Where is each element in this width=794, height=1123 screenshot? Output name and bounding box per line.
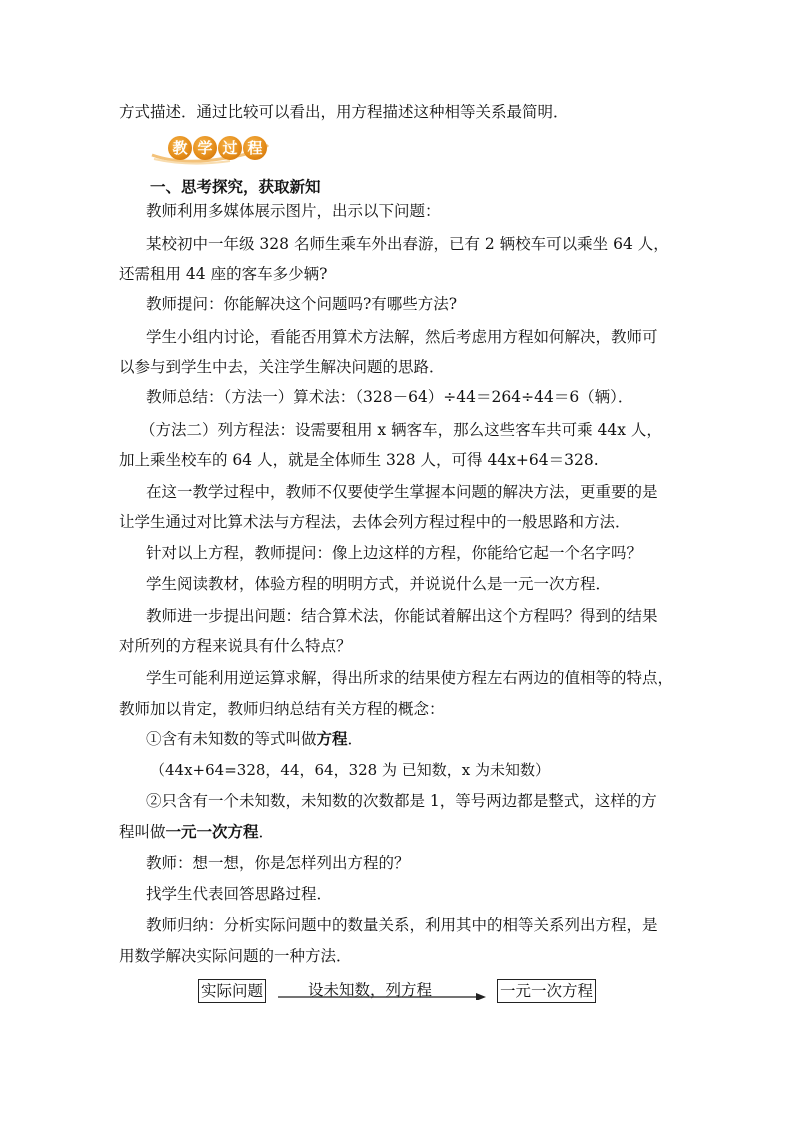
text-line: 教师加以肯定，教师归纳总结有关方程的概念： — [119, 700, 445, 718]
text-line: （方法二）列方程法：设需要租用 x 辆客车，那么这些客车共可乘 44x 人， — [140, 421, 662, 439]
term-linear-equation: 一元一次方程 — [165, 822, 259, 841]
text-line: 以参与到学生中去，关注学生解决问题的思路． — [119, 358, 445, 376]
section-heading: 一、思考探究，获取新知 — [150, 177, 321, 196]
text-line: 加上乘坐校车的 64 人，就是全体师生 328 人，可得 44x+64＝328. — [119, 451, 599, 469]
banner-char: 学 — [193, 136, 217, 160]
flow-diagram — [0, 976, 794, 1006]
text-line: 学生可能利用逆运算求解，得出所求的结果使方程左右两边的值相等的特点， — [146, 669, 674, 687]
text-line: 方式描述．通过比较可以看出，用方程描述这种相等关系最简明． — [119, 103, 569, 121]
definition-text: 程叫做 — [119, 823, 166, 841]
text-line: 学生小组内讨论，看能否用算术方法解，然后考虑用方程如何解决，教师可 — [146, 328, 658, 346]
text-line: 针对以上方程，教师提问：像上边这样的方程，你能给它起一个名字吗？ — [146, 544, 643, 562]
punctuation: ． — [258, 823, 275, 841]
text-line: 教师总结：（方法一）算术法：（328－64）÷44＝264÷44＝6（辆）． — [146, 388, 634, 406]
term-equation: 方程 — [316, 729, 348, 748]
teaching-process-banner — [150, 133, 270, 165]
text-line: 让学生通过对比算术法与方程法，去体会列方程过程中的一般思路和方法． — [119, 513, 631, 531]
text-line: 某校初中一年级 328 名师生乘车外出春游，已有 2 辆校车可以乘坐 64 人， — [146, 235, 669, 253]
text-line: 对所列的方程来说具有什么特点？ — [119, 637, 352, 655]
banner-char: 程 — [243, 136, 267, 160]
definition-line — [146, 728, 706, 750]
flow-arrow-label: 设未知数，列方程 — [308, 981, 433, 999]
banner-char: 教 — [168, 136, 192, 160]
text-line: 学生阅读教材，体验方程的明明方式，并说说什么是一元一次方程． — [146, 575, 612, 593]
banner-char: 过 — [218, 136, 242, 160]
text-line: ②只含有一个未知数，未知数的次数都是 1，等号两边都是整式，这样的方 — [146, 792, 657, 810]
definition-text: ①含有未知数的等式叫做 — [146, 730, 317, 748]
text-line: 找学生代表回答思路过程． — [146, 885, 333, 903]
flow-arrow-icon — [278, 984, 488, 1000]
punctuation: ． — [347, 730, 364, 748]
text-line: 教师提问：你能解决这个问题吗?有哪些方法? — [146, 295, 458, 313]
text-line: 教师进一步提出问题：结合算术法，你能试着解出这个方程吗？得到的结果 — [146, 607, 658, 625]
definition-line — [119, 821, 679, 843]
text-line: 教师利用多媒体展示图片，出示以下问题： — [146, 202, 441, 220]
text-line: 用数学解决实际问题的一种方法． — [119, 947, 352, 965]
text-line: 在这一教学过程中，教师不仅要使学生掌握本问题的解决方法，更重要的是 — [146, 483, 658, 501]
text-line: 教师归纳：分析实际问题中的数量关系，利用其中的相等关系列出方程，是 — [146, 916, 658, 934]
flow-box-linear-equation: 一元一次方程 — [497, 979, 596, 1003]
text-line: 还需租用 44 座的客车多少辆? — [119, 265, 328, 283]
text-line: 教师：想一想，你是怎样列出方程的？ — [146, 854, 410, 872]
flow-box-actual-problem: 实际问题 — [198, 979, 266, 1003]
text-line: （44x+64=328，44，64，328 为 已知数，x 为未知数） — [150, 761, 550, 779]
